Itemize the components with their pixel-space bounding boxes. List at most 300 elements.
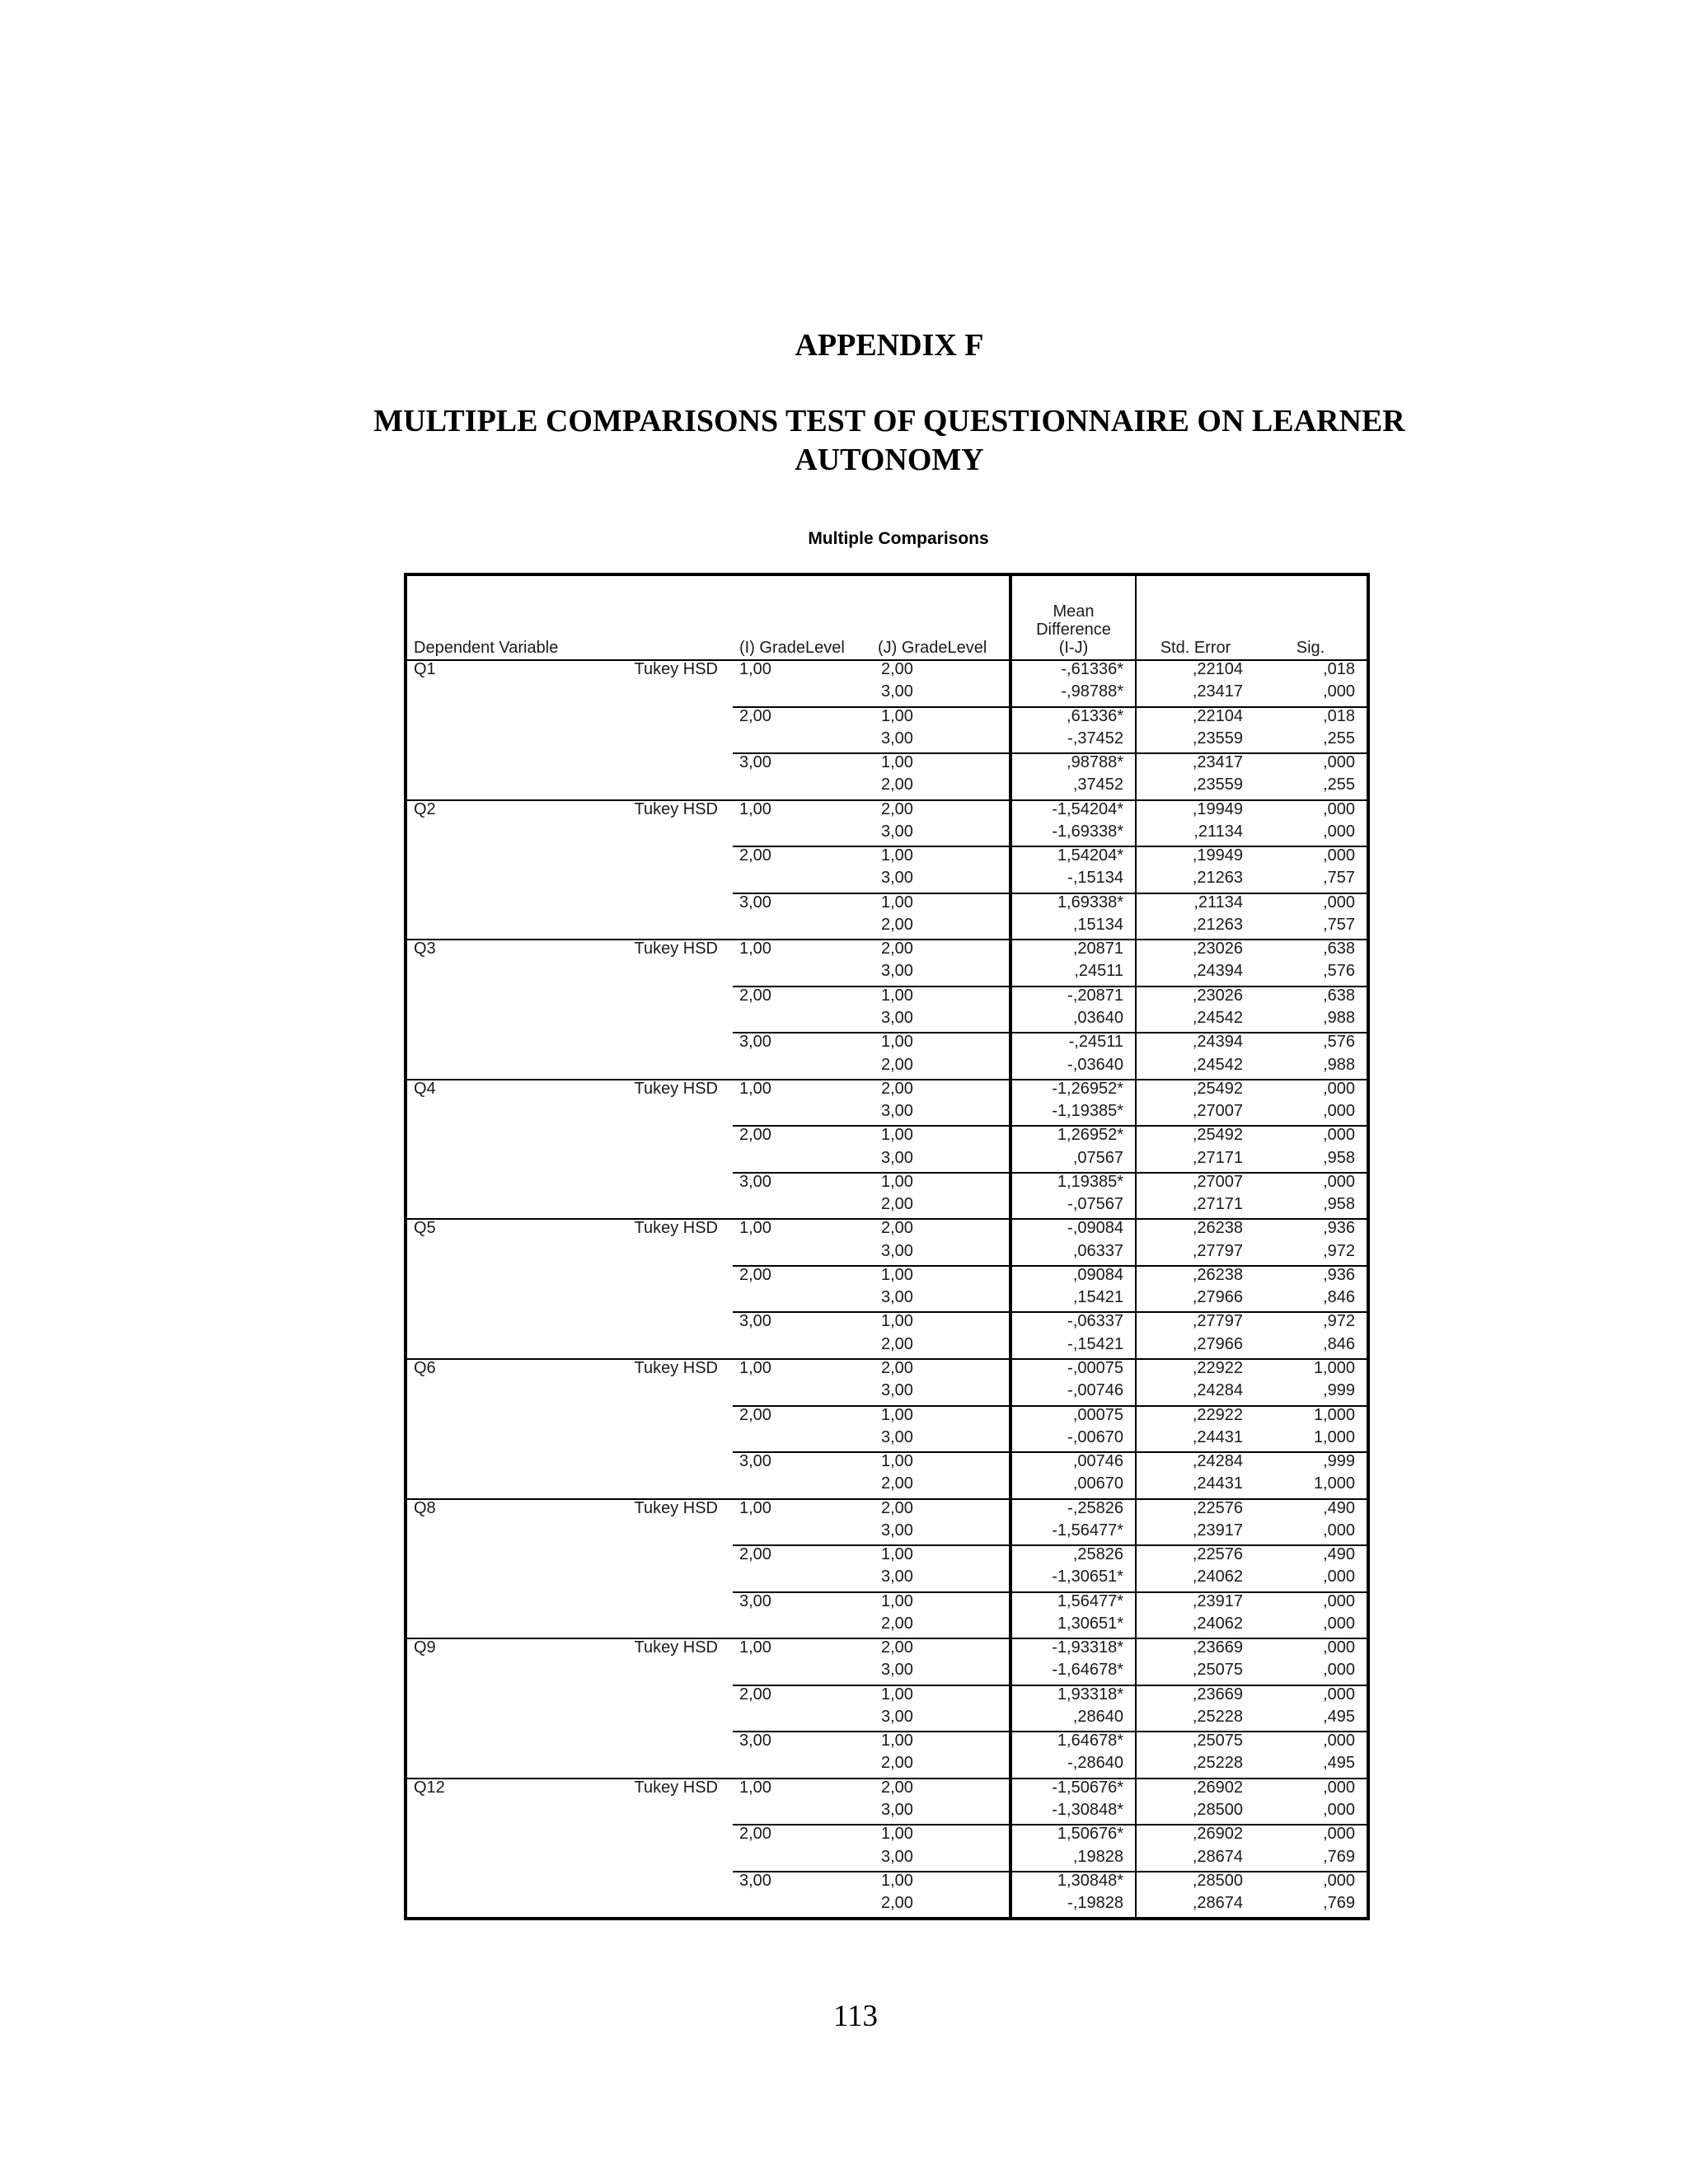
j-gradelevel-cell: 2,00 — [881, 1195, 913, 1214]
dependent-variable-cell — [406, 1825, 606, 1848]
dependent-variable-cell — [406, 1312, 606, 1335]
method-cell — [606, 1522, 733, 1545]
j-gradelevel-cell: 2,00 — [871, 1499, 1010, 1522]
method-cell: Tukey HSD — [606, 1779, 733, 1802]
i-gradelevel-cell — [733, 1010, 871, 1033]
dependent-variable-cell: Q2 — [406, 800, 606, 823]
dependent-variable-cell — [406, 1755, 606, 1778]
std-error-cell: ,21134 — [1136, 893, 1254, 916]
mean-difference-cell: ,25826 — [1010, 1545, 1136, 1568]
mean-difference-cell: -1,26952* — [1010, 1080, 1136, 1103]
std-error-cell: ,22104 — [1136, 660, 1254, 683]
table-row — [406, 776, 1368, 799]
method-cell — [606, 1126, 733, 1149]
j-gradelevel-cell: 2,00 — [881, 1894, 913, 1913]
dependent-variable-cell — [406, 1545, 606, 1568]
table-row — [406, 987, 1368, 1010]
std-error-cell: ,27797 — [1136, 1312, 1254, 1335]
title-line-1: MULTIPLE COMPARISONS TEST OF QUESTIONNAIRE ON LEARNER — [373, 404, 1405, 438]
mean-difference-cell: ,00746 — [1010, 1452, 1136, 1475]
std-error-cell: ,28500 — [1192, 1801, 1243, 1820]
mean-difference-cell: -,25826 — [1010, 1499, 1136, 1522]
mean-difference-cell: -1,50676* — [1010, 1779, 1136, 1802]
title-line-2: AUTONOMY — [795, 443, 984, 477]
mean-difference-cell: -1,54204* — [1010, 800, 1136, 823]
mean-difference-cell: -1,64678* — [1010, 1661, 1136, 1685]
sig-cell: 1,000 — [1313, 1427, 1355, 1446]
method-cell — [606, 1661, 733, 1685]
page-title — [0, 402, 1688, 480]
table-row — [406, 1336, 1368, 1359]
j-gradelevel-cell: 3,00 — [881, 1707, 913, 1726]
j-gradelevel-cell: 3,00 — [881, 1427, 913, 1446]
j-gradelevel-cell: 1,00 — [871, 1732, 1010, 1755]
std-error-cell: ,25228 — [1192, 1707, 1243, 1726]
j-gradelevel-cell: 2,00 — [881, 776, 913, 794]
table-row — [406, 1685, 1368, 1708]
table-row — [406, 1452, 1368, 1475]
std-error-cell: ,24542 — [1192, 1008, 1243, 1027]
std-error-cell: ,24394 — [1192, 962, 1243, 981]
table-row — [406, 1779, 1368, 1802]
dependent-variable-cell — [406, 846, 606, 869]
sig-cell: ,000 — [1323, 822, 1355, 841]
dependent-variable-cell — [406, 1452, 606, 1475]
table-row — [406, 1708, 1368, 1732]
i-gradelevel-cell — [733, 776, 871, 799]
std-error-cell: ,26902 — [1136, 1825, 1254, 1848]
sig-cell: ,988 — [1323, 1008, 1355, 1027]
method-cell — [606, 1452, 733, 1475]
method-cell — [606, 1592, 733, 1615]
table-row — [406, 1289, 1368, 1312]
table-row — [406, 1849, 1368, 1872]
table-row — [406, 1499, 1368, 1522]
mean-difference-cell: -1,93318* — [1010, 1638, 1136, 1661]
sig-cell: ,000 — [1254, 800, 1368, 823]
mean-difference-cell: ,00670 — [1010, 1475, 1136, 1498]
sig-cell: ,846 — [1323, 1288, 1355, 1307]
std-error-cell: ,28674 — [1192, 1894, 1243, 1913]
table-row — [406, 916, 1368, 940]
table-row — [406, 1661, 1368, 1685]
std-error-cell: ,21263 — [1192, 915, 1243, 934]
sig-cell: ,769 — [1323, 1894, 1355, 1913]
std-error-cell: ,27171 — [1192, 1148, 1243, 1167]
mean-difference-cell: 1,30651* — [1010, 1615, 1136, 1638]
method-cell: Tukey HSD — [606, 800, 733, 823]
sig-cell: ,000 — [1254, 1825, 1368, 1848]
table-row — [406, 1382, 1368, 1405]
dependent-variable-cell: Q4 — [406, 1080, 606, 1103]
j-gradelevel-cell: 1,00 — [871, 1173, 1010, 1196]
method-cell — [606, 1173, 733, 1196]
i-gradelevel-cell: 3,00 — [733, 753, 871, 776]
sig-cell: ,000 — [1254, 1080, 1368, 1103]
j-gradelevel-cell: 1,00 — [871, 1452, 1010, 1475]
table-row — [406, 1638, 1368, 1661]
i-gradelevel-cell: 2,00 — [733, 1406, 871, 1429]
method-cell — [606, 1615, 733, 1638]
std-error-cell: ,27007 — [1136, 1173, 1254, 1196]
table-row — [406, 1080, 1368, 1103]
i-gradelevel-cell: 3,00 — [733, 1592, 871, 1615]
std-error-cell: ,24062 — [1192, 1614, 1243, 1633]
std-error-cell: ,21263 — [1192, 869, 1243, 888]
j-gradelevel-cell: 3,00 — [881, 1241, 913, 1260]
dependent-variable-cell — [406, 683, 606, 706]
i-gradelevel-cell: 3,00 — [733, 1452, 871, 1475]
std-error-cell: ,24431 — [1192, 1474, 1243, 1493]
i-gradelevel-cell — [733, 1057, 871, 1080]
std-error-cell: ,23559 — [1192, 729, 1243, 748]
sig-cell: ,958 — [1323, 1148, 1355, 1167]
std-error-cell: ,28500 — [1136, 1872, 1254, 1895]
j-gradelevel-cell: 1,00 — [871, 1033, 1010, 1056]
j-gradelevel-cell: 3,00 — [881, 1381, 913, 1400]
method-cell — [606, 1033, 733, 1056]
std-error-cell: ,24284 — [1136, 1452, 1254, 1475]
i-gradelevel-cell — [733, 1103, 871, 1126]
header-sig: Sig. — [1254, 574, 1368, 660]
dependent-variable-cell — [406, 1126, 606, 1149]
method-cell — [606, 1243, 733, 1266]
j-gradelevel-cell: 2,00 — [871, 660, 1010, 683]
sig-cell: ,000 — [1323, 1801, 1355, 1820]
sig-cell: ,936 — [1254, 1219, 1368, 1242]
mean-difference-cell: ,07567 — [1010, 1150, 1136, 1173]
method-cell — [606, 1802, 733, 1825]
method-cell: Tukey HSD — [606, 940, 733, 963]
i-gradelevel-cell: 3,00 — [733, 1033, 871, 1056]
sig-cell: ,000 — [1254, 1126, 1368, 1149]
dependent-variable-cell — [406, 1732, 606, 1755]
std-error-cell: ,27966 — [1192, 1288, 1243, 1307]
mean-difference-cell: ,28640 — [1010, 1708, 1136, 1732]
header-dependent-variable: Dependent Variable — [406, 574, 606, 660]
table-row — [406, 1475, 1368, 1498]
method-cell — [606, 753, 733, 776]
sig-cell: ,972 — [1254, 1312, 1368, 1335]
table-row — [406, 1126, 1368, 1149]
dependent-variable-cell — [406, 1661, 606, 1685]
mean-difference-cell: ,03640 — [1010, 1010, 1136, 1033]
std-error-cell: ,25492 — [1136, 1080, 1254, 1103]
mean-difference-cell: ,20871 — [1010, 940, 1136, 963]
j-gradelevel-cell: 3,00 — [881, 822, 913, 841]
mean-difference-cell: -,24511 — [1010, 1033, 1136, 1056]
table-body — [406, 660, 1368, 1919]
table-row — [406, 753, 1368, 776]
table-row — [406, 846, 1368, 869]
std-error-cell: ,22104 — [1136, 707, 1254, 730]
table-row — [406, 1010, 1368, 1033]
i-gradelevel-cell — [733, 869, 871, 893]
i-gradelevel-cell: 1,00 — [733, 1080, 871, 1103]
sig-cell: 1,000 — [1254, 1406, 1368, 1429]
i-gradelevel-cell — [733, 1475, 871, 1498]
mean-difference-cell: 1,19385* — [1010, 1173, 1136, 1196]
std-error-cell: ,23026 — [1136, 987, 1254, 1010]
j-gradelevel-cell: 1,00 — [871, 1872, 1010, 1895]
sig-cell: ,490 — [1254, 1499, 1368, 1522]
mean-difference-cell: -,07567 — [1010, 1196, 1136, 1219]
j-gradelevel-cell: 1,00 — [871, 707, 1010, 730]
sig-cell: ,000 — [1323, 1614, 1355, 1633]
j-gradelevel-cell: 3,00 — [881, 869, 913, 888]
table-row — [406, 1406, 1368, 1429]
j-gradelevel-cell: 2,00 — [881, 1614, 913, 1633]
i-gradelevel-cell: 1,00 — [733, 660, 871, 683]
method-cell — [606, 823, 733, 846]
sig-cell: ,000 — [1323, 1661, 1355, 1680]
mean-difference-cell: -1,69338* — [1010, 823, 1136, 846]
table-row — [406, 730, 1368, 753]
j-gradelevel-cell: 1,00 — [871, 1545, 1010, 1568]
method-cell — [606, 846, 733, 869]
dependent-variable-cell — [406, 1196, 606, 1219]
i-gradelevel-cell — [733, 1568, 871, 1591]
j-gradelevel-cell: 1,00 — [871, 1406, 1010, 1429]
std-error-cell: ,23417 — [1136, 753, 1254, 776]
method-cell — [606, 1568, 733, 1591]
j-gradelevel-cell: 1,00 — [871, 753, 1010, 776]
method-cell — [606, 730, 733, 753]
j-gradelevel-cell: 3,00 — [881, 1847, 913, 1866]
sig-cell: ,490 — [1254, 1545, 1368, 1568]
method-cell: Tukey HSD — [606, 1080, 733, 1103]
multiple-comparisons-table — [404, 573, 1370, 1920]
j-gradelevel-cell: 1,00 — [871, 846, 1010, 869]
method-cell: Tukey HSD — [606, 1499, 733, 1522]
method-cell — [606, 1289, 733, 1312]
std-error-cell: ,25228 — [1192, 1754, 1243, 1773]
table-row — [406, 1103, 1368, 1126]
sig-cell: ,255 — [1323, 776, 1355, 794]
dependent-variable-cell — [406, 1406, 606, 1429]
j-gradelevel-cell: 2,00 — [871, 1219, 1010, 1242]
j-gradelevel-cell: 3,00 — [881, 1288, 913, 1307]
sig-cell: ,638 — [1254, 940, 1368, 963]
j-gradelevel-cell: 3,00 — [881, 1008, 913, 1027]
method-cell — [606, 1685, 733, 1708]
table-row — [406, 1895, 1368, 1919]
method-cell — [606, 1336, 733, 1359]
i-gradelevel-cell: 2,00 — [733, 707, 871, 730]
dependent-variable-cell — [406, 916, 606, 940]
i-gradelevel-cell: 1,00 — [733, 800, 871, 823]
header-mean-line1: Mean — [1053, 602, 1095, 621]
method-cell — [606, 1103, 733, 1126]
std-error-cell: ,24062 — [1192, 1568, 1243, 1586]
dependent-variable-cell — [406, 963, 606, 986]
dependent-variable-cell — [406, 1592, 606, 1615]
mean-difference-cell: -,15421 — [1010, 1336, 1136, 1359]
std-error-cell: ,25075 — [1192, 1661, 1243, 1680]
sig-cell: ,000 — [1323, 1102, 1355, 1121]
sig-cell: ,000 — [1254, 1638, 1368, 1661]
i-gradelevel-cell — [733, 730, 871, 753]
dependent-variable-cell: Q8 — [406, 1499, 606, 1522]
method-cell — [606, 963, 733, 986]
i-gradelevel-cell — [733, 1661, 871, 1685]
mean-difference-cell: ,15421 — [1010, 1289, 1136, 1312]
i-gradelevel-cell — [733, 1895, 871, 1919]
method-cell — [606, 1010, 733, 1033]
dependent-variable-cell — [406, 1568, 606, 1591]
i-gradelevel-cell: 2,00 — [733, 1825, 871, 1848]
mean-difference-cell: 1,26952* — [1010, 1126, 1136, 1149]
i-gradelevel-cell: 2,00 — [733, 1126, 871, 1149]
sig-cell: ,495 — [1323, 1754, 1355, 1773]
j-gradelevel-cell: 1,00 — [871, 1126, 1010, 1149]
table-row — [406, 1802, 1368, 1825]
sig-cell: ,638 — [1254, 987, 1368, 1010]
i-gradelevel-cell — [733, 1522, 871, 1545]
i-gradelevel-cell: 3,00 — [733, 1173, 871, 1196]
table-caption: Multiple Comparisons — [808, 529, 989, 548]
dependent-variable-cell: Q6 — [406, 1359, 606, 1382]
std-error-cell: ,23917 — [1136, 1592, 1254, 1615]
dependent-variable-cell — [406, 1336, 606, 1359]
table-row — [406, 800, 1368, 823]
mean-difference-cell: -1,56477* — [1010, 1522, 1136, 1545]
j-gradelevel-cell: 1,00 — [871, 1685, 1010, 1708]
std-error-cell: ,26238 — [1136, 1219, 1254, 1242]
dependent-variable-cell — [406, 1150, 606, 1173]
sig-cell: ,846 — [1323, 1334, 1355, 1353]
sig-cell: 1,000 — [1254, 1359, 1368, 1382]
sig-cell: ,999 — [1323, 1381, 1355, 1400]
mean-difference-cell: -,03640 — [1010, 1057, 1136, 1080]
mean-difference-cell: -,06337 — [1010, 1312, 1136, 1335]
table-row — [406, 1359, 1368, 1382]
i-gradelevel-cell: 3,00 — [733, 1872, 871, 1895]
dependent-variable-cell — [406, 1103, 606, 1126]
dependent-variable-cell — [406, 1522, 606, 1545]
std-error-cell: ,24394 — [1136, 1033, 1254, 1056]
std-error-cell: ,27171 — [1192, 1195, 1243, 1214]
table-row — [406, 1219, 1368, 1242]
std-error-cell: ,26902 — [1136, 1779, 1254, 1802]
method-cell — [606, 1196, 733, 1219]
mean-difference-cell: -,28640 — [1010, 1755, 1136, 1778]
i-gradelevel-cell — [733, 1849, 871, 1872]
i-gradelevel-cell — [733, 1196, 871, 1219]
table-row — [406, 1057, 1368, 1080]
sig-cell: ,999 — [1254, 1452, 1368, 1475]
std-error-cell: ,27966 — [1192, 1334, 1243, 1353]
i-gradelevel-cell: 1,00 — [733, 1638, 871, 1661]
std-error-cell: ,23669 — [1136, 1638, 1254, 1661]
sig-cell: ,000 — [1254, 753, 1368, 776]
header-mean-difference — [1010, 574, 1136, 660]
method-cell — [606, 776, 733, 799]
std-error-cell: ,19949 — [1136, 846, 1254, 869]
j-gradelevel-cell: 3,00 — [881, 962, 913, 981]
sig-cell: ,000 — [1254, 1872, 1368, 1895]
j-gradelevel-cell: 3,00 — [881, 729, 913, 748]
table-row — [406, 707, 1368, 730]
method-cell — [606, 1849, 733, 1872]
method-cell: Tukey HSD — [606, 1638, 733, 1661]
i-gradelevel-cell: 2,00 — [733, 987, 871, 1010]
i-gradelevel-cell — [733, 1243, 871, 1266]
j-gradelevel-cell: 2,00 — [881, 1754, 913, 1773]
mean-difference-cell: -,98788* — [1010, 683, 1136, 706]
table-row — [406, 1243, 1368, 1266]
i-gradelevel-cell — [733, 1382, 871, 1405]
sig-cell: ,000 — [1254, 1779, 1368, 1802]
method-cell — [606, 1825, 733, 1848]
sig-cell: ,000 — [1323, 1521, 1355, 1540]
method-cell — [606, 1732, 733, 1755]
table-row — [406, 940, 1368, 963]
mean-difference-cell: ,19828 — [1010, 1849, 1136, 1872]
j-gradelevel-cell: 1,00 — [871, 1592, 1010, 1615]
dependent-variable-cell — [406, 1475, 606, 1498]
mean-difference-cell: ,15134 — [1010, 916, 1136, 940]
dependent-variable-cell — [406, 893, 606, 916]
std-error-cell: ,23026 — [1136, 940, 1254, 963]
method-cell — [606, 1895, 733, 1919]
sig-cell: ,000 — [1254, 1732, 1368, 1755]
method-cell — [606, 1057, 733, 1080]
mean-difference-cell: -1,30848* — [1010, 1802, 1136, 1825]
sig-cell: ,000 — [1254, 1685, 1368, 1708]
mean-difference-cell: -,19828 — [1010, 1895, 1136, 1919]
std-error-cell: ,27007 — [1192, 1102, 1243, 1121]
dependent-variable-cell: Q3 — [406, 940, 606, 963]
i-gradelevel-cell — [733, 1755, 871, 1778]
j-gradelevel-cell: 1,00 — [871, 987, 1010, 1010]
mean-difference-cell: -,09084 — [1010, 1219, 1136, 1242]
j-gradelevel-cell: 1,00 — [871, 1312, 1010, 1335]
header-j-gradelevel: (J) GradeLevel — [871, 574, 1010, 660]
appendix-heading: APPENDIX F — [795, 328, 984, 363]
header-method — [606, 574, 733, 660]
sig-cell: 1,000 — [1313, 1474, 1355, 1493]
method-cell — [606, 1545, 733, 1568]
page-number: 113 — [832, 1999, 879, 2033]
std-error-cell: ,25492 — [1136, 1126, 1254, 1149]
i-gradelevel-cell — [733, 1802, 871, 1825]
mean-difference-cell: 1,56477* — [1010, 1592, 1136, 1615]
dependent-variable-cell — [406, 1266, 606, 1289]
header-mean-line3: (I-J) — [1058, 639, 1089, 657]
mean-difference-cell: ,24511 — [1010, 963, 1136, 986]
method-cell — [606, 1429, 733, 1452]
i-gradelevel-cell — [733, 1336, 871, 1359]
table-row — [406, 1825, 1368, 1848]
method-cell — [606, 1475, 733, 1498]
method-cell — [606, 1382, 733, 1405]
table-row — [406, 1312, 1368, 1335]
method-cell: Tukey HSD — [606, 1359, 733, 1382]
i-gradelevel-cell: 1,00 — [733, 1499, 871, 1522]
table-row — [406, 1266, 1368, 1289]
i-gradelevel-cell: 2,00 — [733, 1545, 871, 1568]
table-row — [406, 963, 1368, 986]
sig-cell: ,769 — [1323, 1847, 1355, 1866]
dependent-variable-cell: Q5 — [406, 1219, 606, 1242]
i-gradelevel-cell — [733, 1708, 871, 1732]
j-gradelevel-cell: 2,00 — [871, 1638, 1010, 1661]
mean-difference-cell: -,61336* — [1010, 660, 1136, 683]
sig-cell: ,000 — [1323, 1568, 1355, 1586]
mean-difference-cell: 1,30848* — [1010, 1872, 1136, 1895]
mean-difference-cell: 1,64678* — [1010, 1732, 1136, 1755]
